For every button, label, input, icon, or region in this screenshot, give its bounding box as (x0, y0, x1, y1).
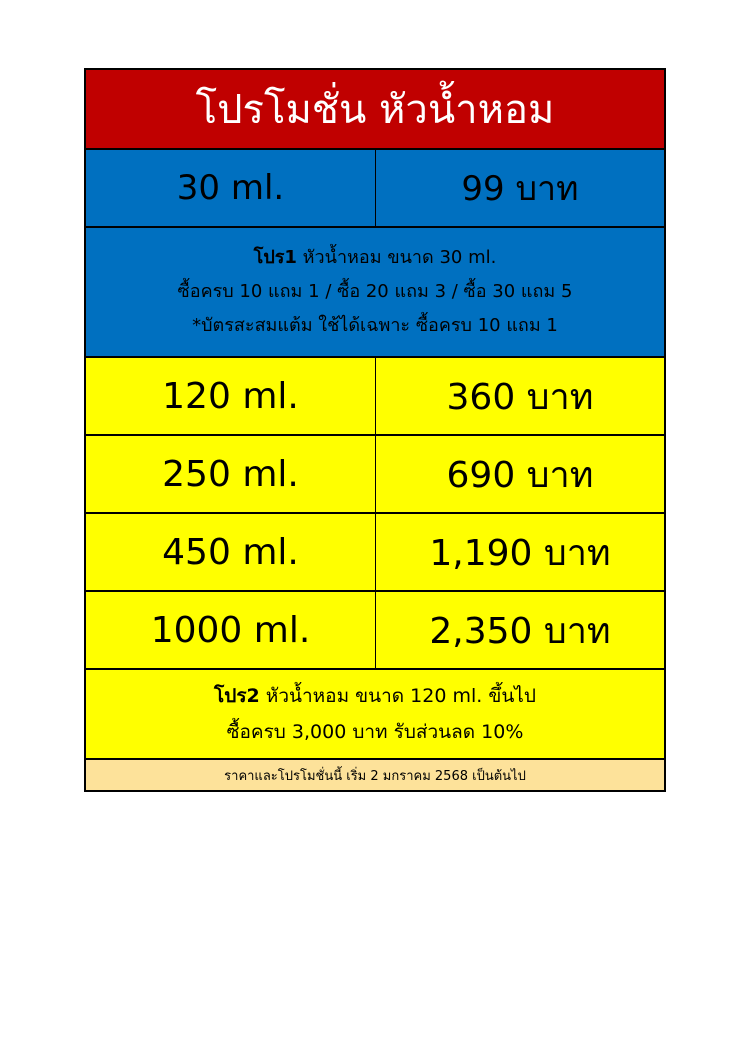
price-row (86, 358, 664, 436)
size-cell: 450 ml. (86, 514, 376, 590)
price-cell: 99 บาท (461, 169, 579, 209)
price-cell: 690 บาท (446, 454, 594, 496)
title-row (86, 70, 664, 150)
promo2-label: โปร2 (214, 685, 260, 707)
size-cell: 30 ml. (86, 150, 376, 226)
price-cell: 1,190 บาท (429, 532, 611, 574)
size-cell: 120 ml. (86, 358, 376, 434)
promo2-line2: ซื้อครบ 3,000 บาท รับส่วนลด 10% (226, 721, 524, 743)
promo2-line1 (214, 678, 536, 714)
price-row (86, 436, 664, 514)
promo1-line1 (254, 241, 497, 275)
size-cell: 250 ml. (86, 436, 376, 512)
price-cell: 360 บาท (446, 376, 594, 418)
footer-row (86, 760, 664, 792)
promo2-block (86, 670, 664, 760)
promo1-line2: ซื้อครบ 10 แถม 1 / ซื้อ 20 แถม 3 / ซื้อ 30 แถม 5 (177, 281, 573, 302)
promo1-block (86, 228, 664, 358)
promo1-line1-text: หัวน้ำหอม ขนาด 30 ml. (296, 247, 497, 268)
footer-note: ราคาและโปรโมชั่นนี้ เริ่ม 2 มกราคม 2568 เป็นต้นไป (224, 768, 526, 784)
promotion-table (84, 68, 666, 792)
promo1-label: โปร1 (253, 247, 297, 268)
size-cell: 1000 ml. (86, 592, 376, 668)
price-row (86, 592, 664, 670)
price-row-30ml (86, 150, 664, 228)
promo1-line3: *บัตรสะสมแต้ม ใช้ได้เฉพาะ ซื้อครบ 10 แถม 1 (192, 315, 558, 336)
promo2-line1-text: หัวน้ำหอม ขนาด 120 ml. ขึ้นไป (259, 685, 536, 707)
price-row (86, 514, 664, 592)
page-title: โปรโมชั่น หัวน้ำหอม (195, 87, 555, 133)
price-cell: 2,350 บาท (429, 610, 611, 652)
